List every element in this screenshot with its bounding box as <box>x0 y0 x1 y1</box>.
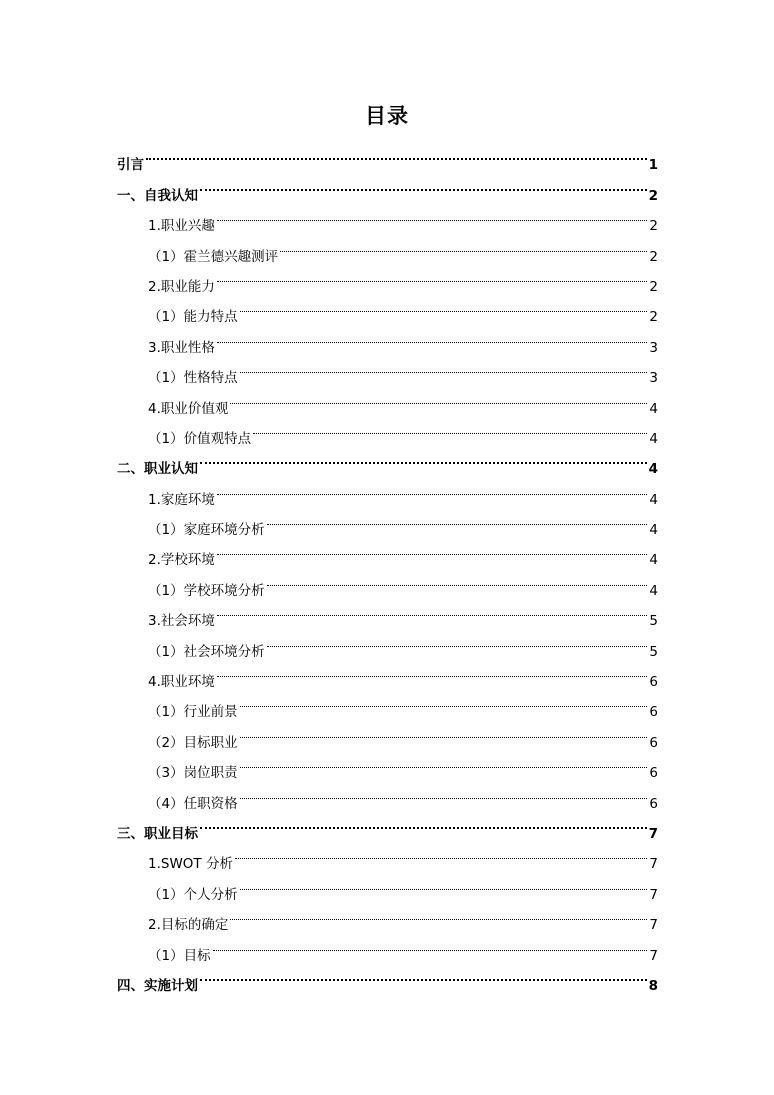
toc-dot-leader <box>200 808 647 838</box>
toc-dot-leader <box>240 777 648 807</box>
toc-dot-leader <box>240 716 648 746</box>
toc-dot-leader <box>200 169 647 199</box>
toc-entry-page-number: 6 <box>649 795 658 812</box>
toc-entry-page-number: 4 <box>649 400 658 417</box>
toc-entry-page-number: 2 <box>649 278 658 295</box>
toc-entry-label: （1）性格特点 <box>148 370 238 387</box>
toc-entry-label: （2）目标职业 <box>148 734 238 751</box>
toc-entry-label: 1.职业兴趣 <box>148 218 215 235</box>
toc-entry-page-number: 5 <box>649 643 658 660</box>
toc-dot-leader <box>267 625 648 655</box>
toc-entry-label: （1）个人分析 <box>148 886 238 903</box>
toc-entry-label: （1）行业前景 <box>148 704 238 721</box>
toc-entry-label: （1）学校环境分析 <box>148 582 265 599</box>
toc-entry-label: （1）家庭环境分析 <box>148 522 265 539</box>
toc-dot-leader <box>235 838 647 868</box>
toc-dot-leader <box>253 413 647 443</box>
toc-entry-page-number: 7 <box>649 917 658 934</box>
toc-dot-leader <box>240 352 648 382</box>
toc-entry-label: 1.家庭环境 <box>148 491 215 508</box>
toc-dot-leader <box>146 139 647 169</box>
toc-entry-page-number: 8 <box>648 977 658 994</box>
page-title: 目录 <box>365 104 409 128</box>
toc-entry-page-number: 4 <box>648 461 658 478</box>
toc-dot-leader <box>200 960 647 990</box>
toc-entry-label: 3.职业性格 <box>148 339 215 356</box>
toc-entry-label: 2.职业能力 <box>148 278 215 295</box>
toc-entry-page-number: 6 <box>649 734 658 751</box>
toc-entry-page-number: 2 <box>649 248 658 265</box>
toc-dot-leader <box>217 261 648 291</box>
toc-dot-leader <box>217 595 648 625</box>
toc-entry-page-number: 6 <box>649 765 658 782</box>
toc-entry-label: （1）社会环境分析 <box>148 643 265 660</box>
toc-dot-leader <box>280 230 647 260</box>
toc-entry-label: 1.SWOT 分析 <box>148 856 233 873</box>
toc-entry-label: 四、实施计划 <box>117 977 198 994</box>
toc-entry-page-number: 2 <box>649 218 658 235</box>
toc-dot-leader <box>240 686 648 716</box>
toc-dot-leader <box>230 382 647 412</box>
toc-entry[interactable] <box>117 838 658 873</box>
toc-entry-page-number: 4 <box>649 522 658 539</box>
toc-entry-label: 一、自我认知 <box>117 187 198 204</box>
toc-entry-page-number: 1 <box>648 157 658 174</box>
toc-entry-page-number: 3 <box>649 339 658 356</box>
toc-entry-page-number: 2 <box>649 309 658 326</box>
toc-dot-leader <box>267 504 648 534</box>
toc-entry[interactable] <box>117 139 658 174</box>
toc-entry-page-number: 5 <box>649 613 658 630</box>
toc-entry-label: （1）目标 <box>148 947 211 964</box>
toc-entry-label: （1）能力特点 <box>148 309 238 326</box>
toc-entry-page-number: 7 <box>649 856 658 873</box>
toc-entry-label: （1）霍兰德兴趣测评 <box>148 248 279 265</box>
toc-dot-leader <box>217 473 648 503</box>
toc-entry-page-number: 3 <box>649 370 658 387</box>
table-of-contents <box>117 139 658 994</box>
toc-entry-label: （1）价值观特点 <box>148 430 252 447</box>
toc-entry-label: 3.社会环境 <box>148 613 215 630</box>
toc-dot-leader <box>217 534 648 564</box>
toc-entry-label: 4.职业价值观 <box>148 400 229 417</box>
toc-dot-leader <box>200 443 647 473</box>
toc-dot-leader <box>217 321 648 351</box>
toc-dot-leader <box>240 291 648 321</box>
toc-dot-leader <box>267 564 648 594</box>
toc-entry-page-number: 4 <box>649 491 658 508</box>
toc-dot-leader <box>213 929 648 959</box>
toc-entry-page-number: 6 <box>649 674 658 691</box>
toc-entry-page-number: 6 <box>649 704 658 721</box>
toc-entry-page-number: 4 <box>649 552 658 569</box>
toc-dot-leader <box>240 868 648 898</box>
toc-entry-label: （3）岗位职责 <box>148 765 238 782</box>
toc-entry[interactable] <box>117 473 658 508</box>
toc-entry-page-number: 7 <box>649 947 658 964</box>
toc-entry-label: （4）任职资格 <box>148 795 238 812</box>
toc-entry-page-number: 4 <box>649 430 658 447</box>
toc-entry-label: 4.职业环境 <box>148 674 215 691</box>
toc-entry-page-number: 4 <box>649 582 658 599</box>
toc-entry-label: 三、职业目标 <box>117 825 198 842</box>
toc-entry-label: 2.学校环境 <box>148 552 215 569</box>
toc-dot-leader <box>217 656 648 686</box>
toc-entry-page-number: 2 <box>648 187 658 204</box>
toc-dot-leader <box>240 747 648 777</box>
toc-entry[interactable] <box>117 169 658 204</box>
toc-entry[interactable] <box>117 200 658 235</box>
toc-entry-label: 引言 <box>117 157 144 174</box>
toc-entry-label: 二、职业认知 <box>117 461 198 478</box>
toc-entry-page-number: 7 <box>648 825 658 842</box>
toc-entry-label: 2.目标的确定 <box>148 917 229 934</box>
toc-dot-leader <box>230 899 647 929</box>
toc-dot-leader <box>217 200 648 230</box>
toc-entry-page-number: 7 <box>649 886 658 903</box>
